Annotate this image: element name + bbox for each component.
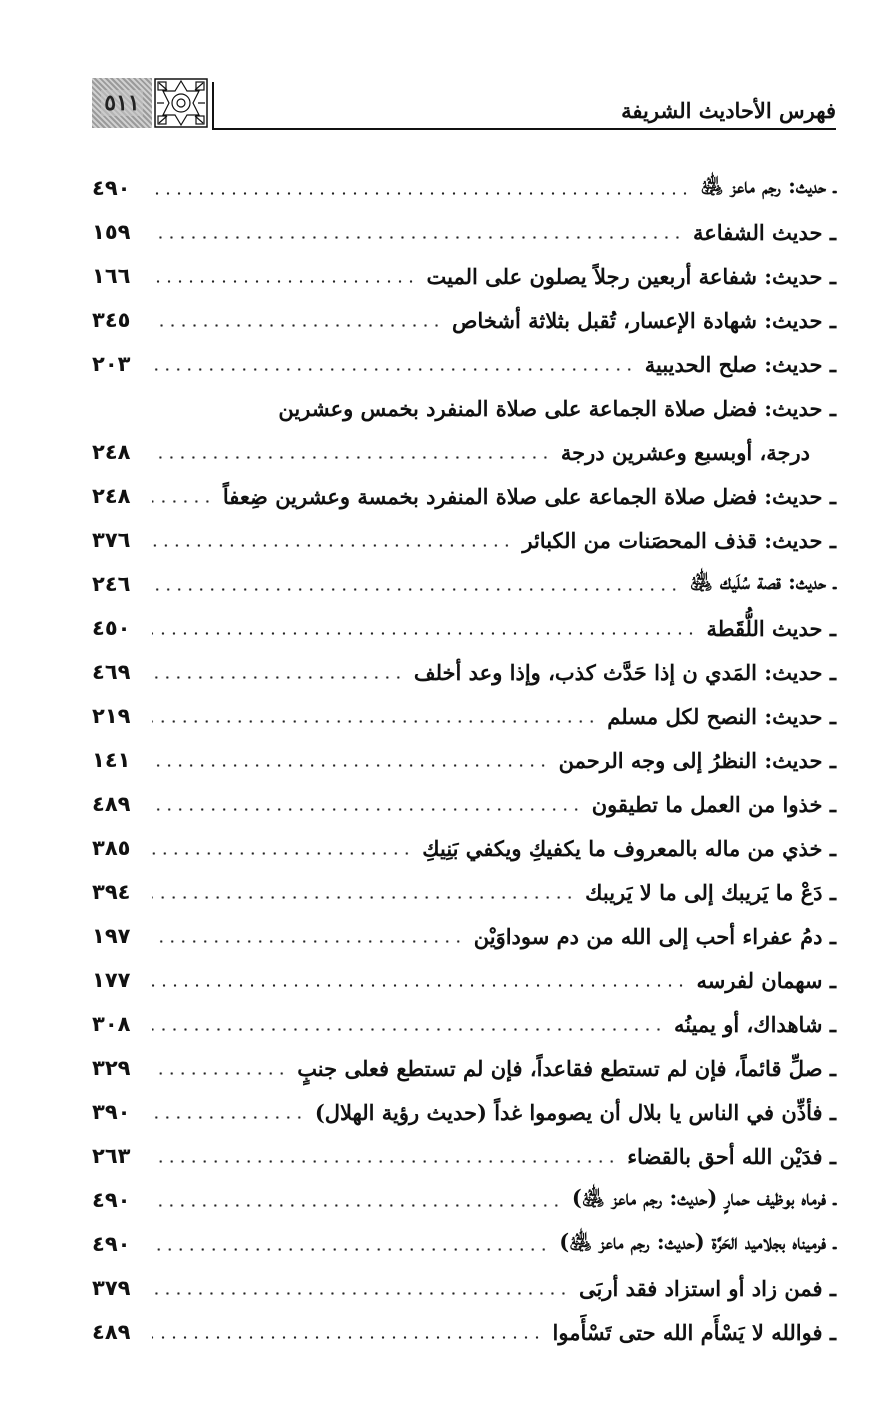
index-entry <box>92 1266 836 1310</box>
entry-text: ـ خذوا من العمل ما تطيقون <box>591 791 836 817</box>
entry-page-number: ٤٩٠ <box>92 1232 131 1256</box>
entry-page-number: ٣٩٤ <box>92 880 131 904</box>
entry-page-number: ٤٩٠ <box>92 1188 131 1212</box>
index-entry <box>92 1134 836 1178</box>
entry-text: ـ حديث: فضل صلاة الجماعة على صلاة المنفرد بخمسة وعشرين ضِعفاً <box>222 483 836 509</box>
index-entry <box>92 958 836 1002</box>
index-entry <box>92 606 836 650</box>
page-header <box>92 76 836 130</box>
entry-text: ـ حديث الشفاعة <box>692 219 836 245</box>
index-entry <box>92 430 836 474</box>
dot-leader <box>152 738 549 782</box>
entry-text: ـ دَعْ ما يَريبك إلى ما لا يَريبك <box>585 879 836 905</box>
entry-page-number: ١٧٧ <box>92 968 131 992</box>
entry-text: ـ حديث: النظرُ إلى وجه الرحمن <box>558 747 836 773</box>
entry-text: ـ حديث: قذف المحصَنات من الكبائر <box>522 527 836 553</box>
index-entry <box>92 166 836 210</box>
index-entry <box>92 298 836 342</box>
page-number: ٥١١ <box>101 90 142 116</box>
entry-text: ـ فمن زاد أو استزاد فقد أربَى <box>578 1275 836 1301</box>
dot-leader <box>152 342 635 386</box>
entry-page-number: ٢٠٣ <box>92 352 131 376</box>
entry-page-number: ٤٨٩ <box>92 792 131 816</box>
dot-leader <box>152 1178 562 1222</box>
entry-page-number: ٤٨٩ <box>92 1320 131 1344</box>
entry-text: ـ فدَيْن الله أحق بالقضاء <box>627 1143 836 1169</box>
index-entry <box>92 782 836 826</box>
entry-page-number: ٣٧٦ <box>92 528 131 552</box>
dot-leader <box>152 1266 569 1310</box>
entry-text: ـ حديث: فضل صلاة الجماعة على صلاة المنفرد بخمس وعشرين <box>278 395 836 421</box>
index-entry <box>92 474 836 518</box>
entry-text: ـ فرماه بوظيف حمارٍ (حديث: رجم ماعز ﵁) <box>571 1184 836 1210</box>
geometric-ornament-icon <box>154 78 208 128</box>
entry-text: ـ حديث: شهادة الإعسار، تُقبل بثلاثة أشخاص <box>452 307 836 333</box>
dot-leader <box>152 914 464 958</box>
dot-leader <box>152 1134 617 1178</box>
entry-text: ـ صلِّ قائماً، فإن لم تستطع فقاعداً، فإن لم تستطع فعلى جنبٍ <box>297 1055 836 1081</box>
index-entry <box>92 210 836 254</box>
dot-leader <box>152 1310 543 1354</box>
index-entry <box>92 826 836 870</box>
entry-page-number: ٢٤٦ <box>92 572 131 596</box>
entry-text: ـ فرميناه بجلاميد الحَرَّة (حديث: رجم ماعز ﵁) <box>559 1228 836 1254</box>
entry-page-number: ٢٦٣ <box>92 1144 131 1168</box>
index-entry <box>92 1178 836 1222</box>
index-entry <box>92 342 836 386</box>
entry-page-number: ٣٩٠ <box>92 1100 131 1124</box>
dot-leader <box>152 694 597 738</box>
index-entry <box>92 1222 836 1266</box>
dot-leader <box>152 1222 549 1266</box>
page-number-badge <box>92 78 208 128</box>
entry-text: ـ فأذِّن في الناس يا بلال أن يصوموا غداً (حديث رؤية الهلال) <box>314 1099 836 1125</box>
header-rule <box>214 128 836 130</box>
dot-leader <box>152 1090 305 1134</box>
page-number-box <box>92 78 152 128</box>
dot-leader <box>152 166 691 210</box>
dot-leader <box>152 1002 664 1046</box>
entry-page-number: ٣٤٥ <box>92 308 131 332</box>
dot-leader <box>152 298 442 342</box>
entry-page-number: ٣٨٥ <box>92 836 131 860</box>
dot-leader <box>152 474 213 518</box>
hadith-index-list <box>92 166 836 1354</box>
entry-text: ـ حديث: شفاعة أربعين رجلاً يصلون على الميت <box>426 263 836 289</box>
entry-page-number: ١٤١ <box>92 748 131 772</box>
entry-page-number: ٣٧٩ <box>92 1276 131 1300</box>
entry-page-number: ٢١٩ <box>92 704 131 728</box>
entry-page-number: ٤٥٠ <box>92 616 131 640</box>
entry-page-number: ٣٠٨ <box>92 1012 131 1036</box>
entry-page-number: ٢٤٨ <box>92 484 131 508</box>
entry-text: ـ حديث: رجم ماعز ﵁ <box>700 172 836 198</box>
index-entry <box>92 870 836 914</box>
index-entry <box>92 914 836 958</box>
entry-page-number: ١٦٦ <box>92 264 131 288</box>
entry-text: ـ دمُ عفراء أحب إلى الله من دم سوداوَيْن <box>473 923 836 949</box>
dot-leader <box>152 254 417 298</box>
dot-leader <box>152 518 512 562</box>
index-entry <box>92 738 836 782</box>
index-entry <box>92 694 836 738</box>
index-entry <box>92 562 836 606</box>
index-entry <box>92 650 836 694</box>
entry-text: ـ شاهداك، أو يمينُه <box>674 1011 836 1037</box>
header-title: فهرس الأحاديث الشريفة <box>621 98 836 123</box>
index-entry <box>92 254 836 298</box>
index-entry <box>92 1046 836 1090</box>
entry-text: ـ حديث: قصة سُلَيك ﵁ <box>689 568 836 594</box>
index-entry <box>92 1310 836 1354</box>
dot-leader <box>152 650 404 694</box>
dot-leader <box>152 606 696 650</box>
entry-text: ـ حديث: المَدي ن إذا حَدَّث كذب، وإذا وعد أخلف <box>413 659 836 685</box>
dot-leader <box>152 826 412 870</box>
entry-page-number: ٢٤٨ <box>92 440 131 464</box>
index-entry <box>92 1090 836 1134</box>
dot-leader <box>152 870 575 914</box>
entry-text: ـ حديث: النصح لكل مسلم <box>607 703 836 729</box>
entry-text: ـ حديث: صلح الحديبية <box>644 351 836 377</box>
dot-leader <box>152 1046 287 1090</box>
dot-leader <box>152 782 582 826</box>
dot-leader <box>152 210 683 254</box>
entry-text: ـ حديث اللُّقَطة <box>706 615 836 641</box>
index-entry <box>92 518 836 562</box>
dot-leader <box>152 430 551 474</box>
entry-page-number: ٤٦٩ <box>92 660 131 684</box>
entry-page-number: ٤٩٠ <box>92 176 131 200</box>
dot-leader <box>152 562 680 606</box>
index-entry <box>92 386 836 430</box>
entry-text: ـ خذي من ماله بالمعروف ما يكفيكِ ويكفي بَنِيكِ <box>422 835 836 861</box>
entry-text: درجة، أوبسبع وعشرين درجة <box>560 439 810 465</box>
entry-page-number: ١٥٩ <box>92 220 131 244</box>
entry-page-number: ١٩٧ <box>92 924 131 948</box>
index-entry <box>92 1002 836 1046</box>
entry-text: ـ سهمان لفرسه <box>696 967 836 993</box>
entry-text: ـ فوالله لا يَسْأَم الله حتى تَسْأَموا <box>552 1319 836 1345</box>
dot-leader <box>152 958 687 1002</box>
header-divider <box>212 82 214 130</box>
entry-page-number: ٣٢٩ <box>92 1056 131 1080</box>
